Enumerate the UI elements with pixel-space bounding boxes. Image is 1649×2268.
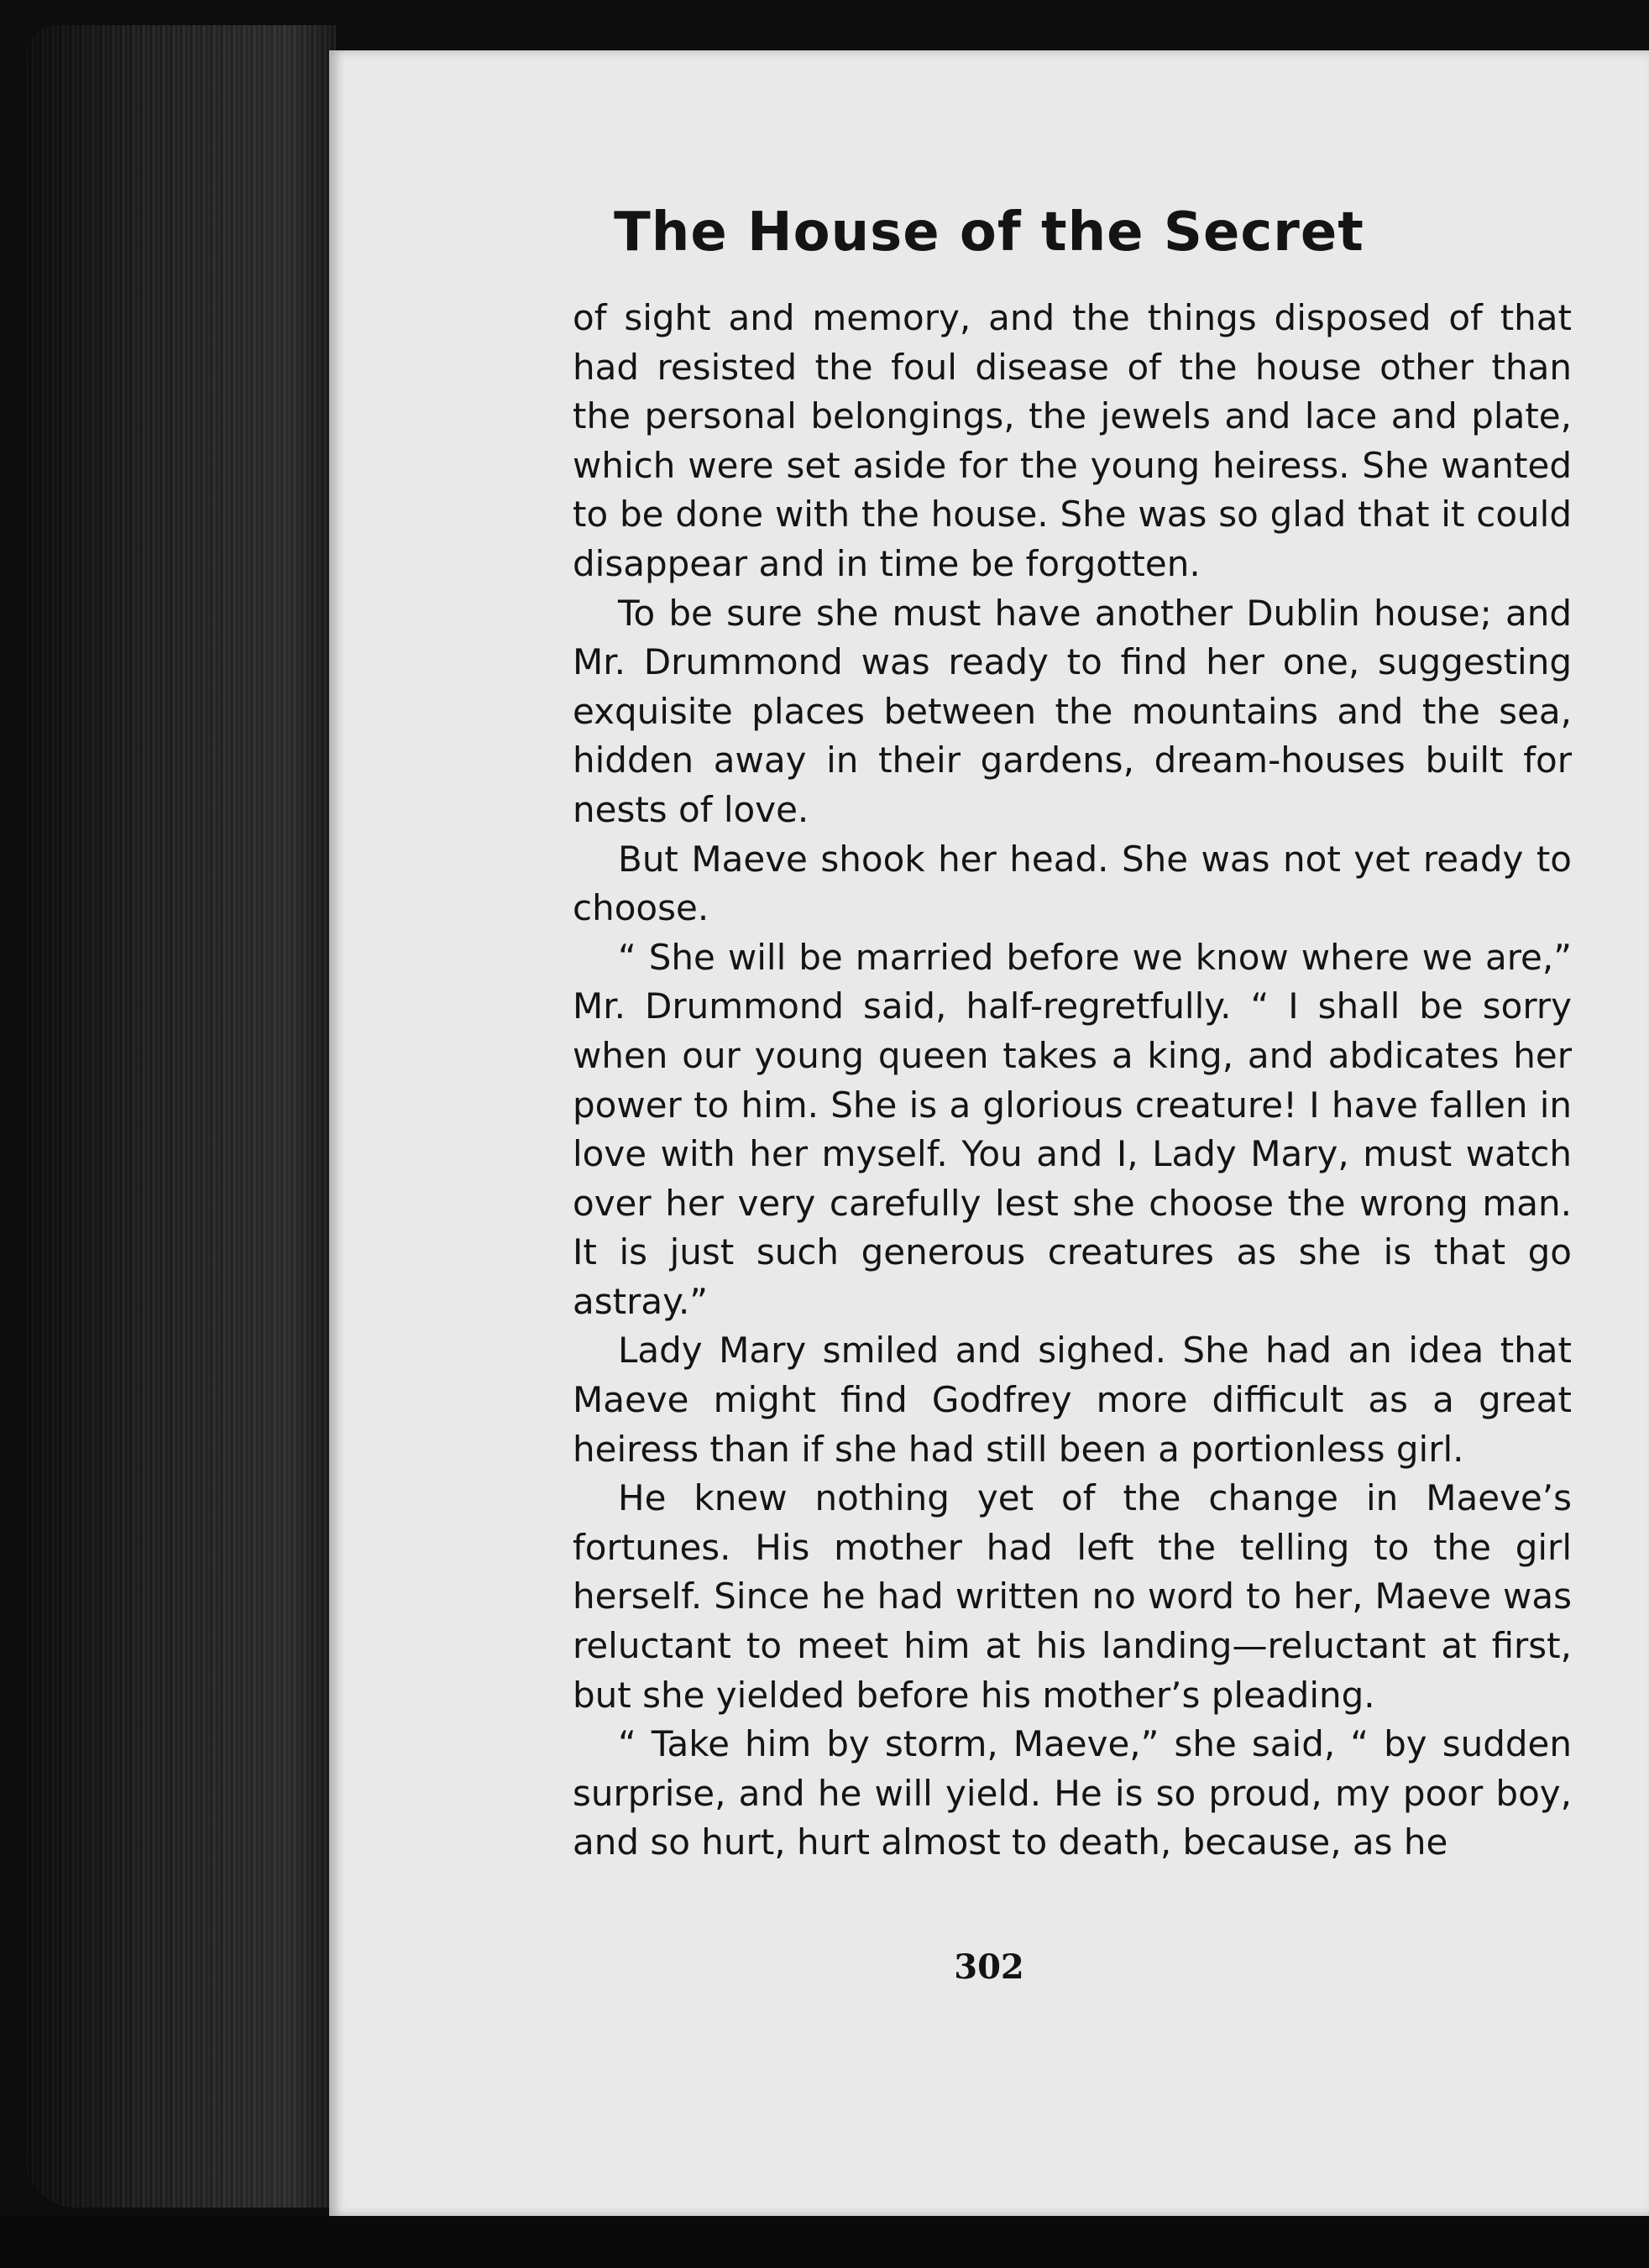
paragraph: “ Take him by storm, Maeve,” she said, “ by sudden surprise, and he will yield. He is so proud, my poor boy, and so hurt, hurt almost to death, because, as he [573,1723,1572,1863]
book-page [329,50,1649,2216]
scan-bottom-edge [0,2216,1649,2268]
paragraph: But Maeve shook her head. She was not yet ready to choose. [573,838,1572,929]
paragraph: To be sure she must have another Dublin house; and Mr. Drummond was ready to find her one, suggesting exquisite places between the mountains and the sea, hidden away in their gardens, dream-houses built for nests of love. [573,592,1572,830]
body-text [573,294,1572,1868]
page-number: 302 [954,1947,1024,1987]
paragraph-continued: of sight and memory, and the things disposed of that had resisted the foul disease of the house other than the personal belongings, the jewels and lace and plate, which were set aside for the young heiress. She wanted to be done with the house. She was so glad that it could disappear and in time be forgotten. [573,297,1572,584]
paragraph: Lady Mary smiled and sighed. She had an idea that Maeve might find Godfrey more difficult as a great heiress than if she had still been a portionless girl. [573,1330,1572,1470]
book-page-edges [25,25,336,2208]
running-head: The House of the Secret [614,201,1364,264]
paragraph: “ She will be married before we know where we are,” Mr. Drummond said, half-regretfully. “ I shall be sorry when our young queen takes a king, and abdicates her power to him. She is a glorious creature! I have fallen in love with her myself. You and I, Lady Mary, must watch over her very carefully lest she choose the wrong man. It is just such generous creatures as she is that go astray.” [573,936,1572,1322]
paragraph: He knew nothing yet of the change in Maeve’s fortunes. His mother had left the telling to the girl herself. Since he had written no word to her, Maeve was reluctant to meet him at his landing—reluctant at first, but she yielded before his mother’s pleading. [573,1477,1572,1716]
